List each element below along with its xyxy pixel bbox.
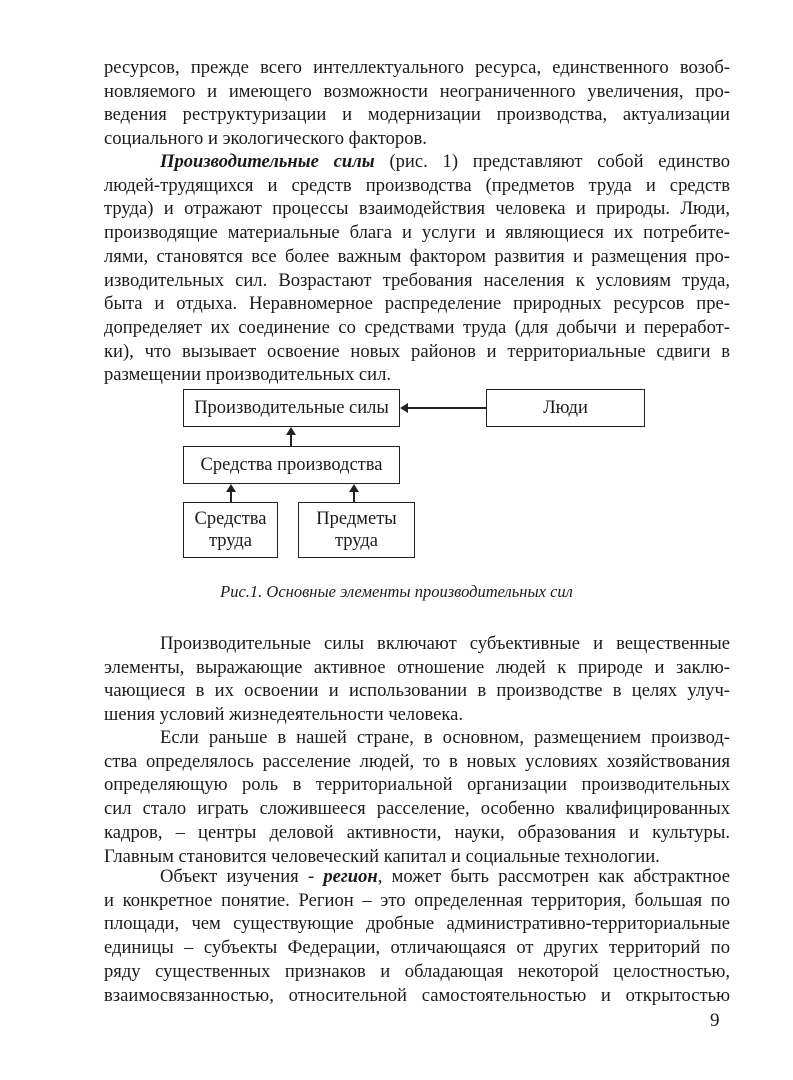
text-line: Если раньше в нашей стране, в основном, размещением производ- <box>160 727 730 748</box>
box-people: Люди <box>486 389 645 427</box>
arrow-objects-of-labor-to-means-of-production <box>353 490 355 502</box>
text-line: изводительных сил. Возрастают требования населения к условиям труда, <box>104 269 730 291</box>
box-label-line: труда <box>208 531 253 551</box>
box-means-of-production: Средства производства <box>183 446 400 484</box>
text-line: шения условий жизнедеятельности человека. <box>104 704 464 726</box>
paragraph-3 <box>104 632 730 727</box>
text-line: лями, становятся все более важным фактором развития и размещения про- <box>104 245 730 267</box>
text-line <box>104 150 730 174</box>
term-region: регион <box>323 866 378 887</box>
text-line: размещении производительных сил. <box>104 364 392 386</box>
text-line: кадров, – центры деловой активности, науки, образования и культуры. <box>104 821 730 843</box>
paragraph-2 <box>104 150 730 387</box>
text-line: ряду существенных признаков и обладающая некоторой целостностью, <box>104 960 730 982</box>
text-line: Главным становится человеческий капитал и социальные технологии. <box>104 845 660 867</box>
arrow-means-of-labor-to-means-of-production <box>230 490 232 502</box>
paragraph-5 <box>104 865 730 1007</box>
text-fragment: Объект изучения - <box>160 866 324 887</box>
box-means-of-labor <box>183 502 278 558</box>
paragraph-1 <box>104 56 730 151</box>
text-line: единицы – субъекты Федерации, отличающаяся от других территорий по <box>104 937 730 959</box>
text-line: чающиеся в их освоении и использовании в производстве в целях улуч- <box>104 680 730 702</box>
box-label-line: труда <box>334 531 379 551</box>
arrow-means-of-production-to-productive-forces <box>290 433 292 446</box>
text-line: социального и экологического факторов. <box>104 128 427 150</box>
text-line: взаимосвязанностью, относительной самостоятельностью и открытостью <box>104 984 730 1006</box>
box-objects-of-labor <box>298 502 415 558</box>
text-line: ведения реструктуризации и модернизации производства, актуализации <box>104 104 730 126</box>
text-line: ства определялось расселение людей, то в новых условиях хозяйствования <box>104 750 730 772</box>
text-line: производящие материальные блага и услуги и являющиеся их потребите- <box>104 222 730 244</box>
arrow-people-to-productive-forces <box>408 407 486 409</box>
box-label-line: Предметы <box>316 509 397 529</box>
text-line: площади, чем существующие дробные административно-территориальные <box>104 913 730 935</box>
box-productive-forces: Производительные силы <box>183 389 400 427</box>
text-line: ресурсов, прежде всего интеллектуального ресурса, единственного возоб- <box>104 57 730 78</box>
text-line: определяющую роль в территориальной организации производительных <box>104 774 730 796</box>
text-fragment: (рис. 1) представляют собой единство <box>374 151 730 172</box>
text-line: Производительные силы включают субъективные и вещественные <box>160 633 730 654</box>
term-productive-forces: Производительные силы <box>160 151 375 172</box>
text-line: труда) и отражают процессы взаимодействия человека и природы. Люди, <box>104 198 730 220</box>
paragraph-4 <box>104 726 730 868</box>
text-line: быта и отдыха. Неравномерное распределение природных ресурсов пре- <box>104 293 730 315</box>
text-line <box>104 865 730 889</box>
text-line: сил стало играть сложившееся расселение, особенно квалифицированных <box>104 798 730 820</box>
text-line: элементы, выражающие активное отношение людей к природе и заклю- <box>104 656 730 678</box>
page-number: 9 <box>710 1010 720 1031</box>
text-line: допределяет их соединение со средствами труда (для добычи и переработ- <box>104 316 730 338</box>
text-line: и конкретное понятие. Регион – это определенная территория, большая по <box>104 889 730 911</box>
text-line: людей-трудящихся и средств производства (предметов труда и средств <box>104 174 730 196</box>
box-label-line: Средства <box>194 509 267 529</box>
text-line: новляемого и имеющего возможности неограниченного увеличения, про- <box>104 80 730 102</box>
text-line: ки), что вызывает освоение новых районов и территориальные сдвиги в <box>104 340 730 362</box>
figure-caption: Рис.1. Основные элементы производительных сил <box>220 582 573 601</box>
text-fragment: , может быть рассмотрен как абстрактное <box>377 866 730 887</box>
